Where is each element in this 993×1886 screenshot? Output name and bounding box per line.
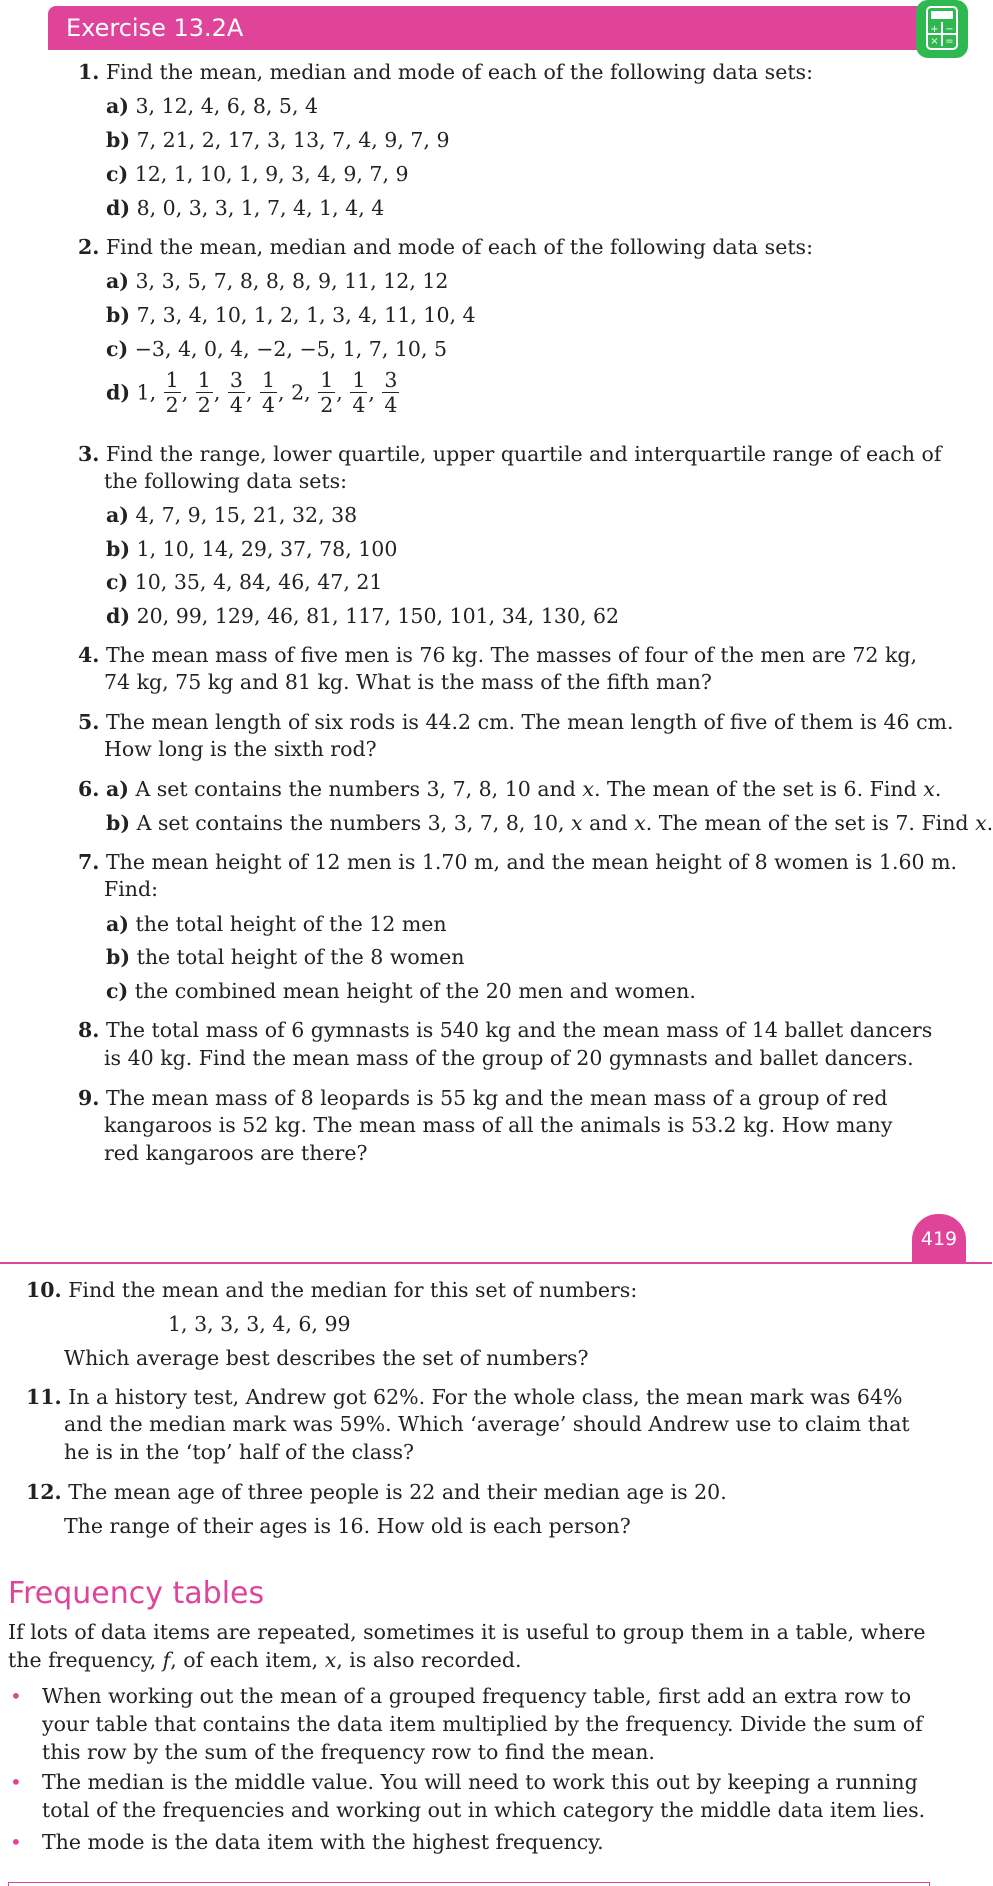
svg-text:×: × [930, 36, 939, 47]
q1-part-c: c) 12, 1, 10, 1, 9, 3, 4, 9, 7, 9 [106, 162, 409, 186]
q7-part-c: c) the combined mean height of the 20 men and women. [106, 979, 696, 1003]
q2-part-b: b) 7, 3, 4, 10, 1, 2, 1, 3, 4, 11, 10, 4 [106, 303, 476, 327]
page-number: 419 [912, 1214, 966, 1262]
q1-part-d: d) 8, 0, 3, 3, 1, 7, 4, 1, 4, 4 [106, 196, 385, 220]
question-4: 4. The mean mass of five men is 76 kg. The masses of four of the men are 72 kg, [78, 643, 918, 667]
section-title: Frequency tables [8, 1576, 265, 1611]
fraction: $\frac{1}{2}$ [320, 368, 334, 417]
bullet-mean: When working out the mean of a grouped frequency table, first add an extra row to your table that contains the data item multiplied by the frequency. Divide the sum of this row by the sum of the frequency row to find the mean. [42, 1684, 923, 1764]
question-9-line-3: red kangaroos are there? [104, 1141, 368, 1165]
bullet-marker: • [10, 1770, 22, 1794]
svg-text:−: − [945, 24, 954, 35]
question-10-data: 1, 3, 3, 3, 4, 6, 99 [168, 1312, 351, 1336]
q2-part-c: c) −3, 4, 0, 4, −2, −5, 1, 7, 10, 5 [106, 337, 448, 361]
fraction: $\frac{3}{4}$ [384, 368, 398, 417]
q1-part-a: a) 3, 12, 4, 6, 8, 5, 4 [106, 94, 319, 118]
question-12-line-2: The range of their ages is 16. How old is each person? [64, 1514, 631, 1538]
question-6-part-a: 6. a) A set contains the numbers 3, 7, 8, 10 and x. The mean of the set is 6. Find x. [78, 777, 942, 801]
section-intro: If lots of data items are repeated, sometimes it is useful to group them in a table, where the frequency, f, of each item, x, is also recorded. [8, 1620, 926, 1672]
question-9: 9. The mean mass of 8 leopards is 55 kg and the mean mass of a group of red [78, 1086, 888, 1110]
question-8-line-2: is 40 kg. Find the mean mass of the group of 20 gymnasts and ballet dancers. [104, 1046, 914, 1070]
question-9-line-2: kangaroos is 52 kg. The mean mass of all the animals is 53.2 kg. How many [104, 1113, 893, 1137]
bullet-marker: • [10, 1684, 22, 1708]
svg-text:=: = [945, 36, 954, 47]
page-divider [0, 1262, 992, 1264]
fraction: $\frac{1}{2}$ [165, 368, 179, 417]
q7-part-b: b) the total height of the 8 women [106, 945, 465, 969]
question-10: 10. Find the mean and the median for this set of numbers: [26, 1278, 638, 1302]
calculator-icon [926, 6, 958, 50]
question-7-line-2: Find: [104, 877, 159, 901]
q3-part-b: b) 1, 10, 14, 29, 37, 78, 100 [106, 537, 398, 561]
fraction: $\frac{1}{4}$ [262, 368, 276, 417]
q3-part-d: d) 20, 99, 129, 46, 81, 117, 150, 101, 34, 130, 62 [106, 604, 620, 628]
question-11: 11. In a history test, Andrew got 62%. For the whole class, the mean mark was 64% [26, 1385, 903, 1409]
question-10-followup: Which average best describes the set of numbers? [64, 1346, 589, 1370]
q3-part-a: a) 4, 7, 9, 15, 21, 32, 38 [106, 503, 358, 527]
q1-part-b: b) 7, 21, 2, 17, 3, 13, 7, 4, 9, 7, 9 [106, 128, 450, 152]
q3-part-c: c) 10, 35, 4, 84, 46, 47, 21 [106, 570, 383, 594]
question-4-line-2: 74 kg, 75 kg and 81 kg. What is the mass of the fifth man? [104, 670, 712, 694]
question-6-part-b: b) A set contains the numbers 3, 3, 7, 8, 10, x and x. The mean of the set is 7. Find x. [106, 811, 993, 835]
question-7: 7. The mean height of 12 men is 1.70 m, and the mean height of 8 women is 1.60 m. [78, 850, 958, 874]
box-top-border [8, 1882, 930, 1886]
question-3: 3. Find the range, lower quartile, upper quartile and interquartile range of each of [78, 442, 942, 466]
question-5-line-2: How long is the sixth rod? [104, 737, 377, 761]
exercise-title: Exercise 13.2A [66, 14, 244, 42]
fraction: $\frac{3}{4}$ [229, 368, 243, 417]
question-3-line-2: the following data sets: [104, 469, 348, 493]
fraction: $\frac{1}{4}$ [352, 368, 366, 417]
fraction: $\frac{1}{2}$ [197, 368, 211, 417]
exercise-header-bar [48, 6, 948, 50]
question-11-line-2: and the median mark was 59%. Which ‘average’ should Andrew use to claim that [64, 1412, 910, 1436]
q7-part-a: a) the total height of the 12 men [106, 912, 447, 936]
bullet-median: The median is the middle value. You will need to work this out by keeping a running total of the frequencies and working out in which category the middle data item lies. [42, 1770, 926, 1822]
calculator-badge [916, 0, 968, 58]
bullet-marker: • [10, 1830, 22, 1854]
svg-text:+: + [930, 24, 939, 35]
question-12: 12. The mean age of three people is 22 and their median age is 20. [26, 1480, 727, 1504]
question-1: 1. Find the mean, median and mode of each of the following data sets: [78, 60, 813, 84]
question-11-line-3: he is in the ‘top’ half of the class? [64, 1440, 414, 1464]
bullet-mode: The mode is the data item with the highest frequency. [42, 1830, 604, 1854]
question-2: 2. Find the mean, median and mode of each of the following data sets: [78, 235, 813, 259]
question-8: 8. The total mass of 6 gymnasts is 540 kg and the mean mass of 14 ballet dancers [78, 1018, 933, 1042]
question-5: 5. The mean length of six rods is 44.2 cm. The mean length of five of them is 46 cm. [78, 710, 954, 734]
q2-part-d: d) 1, $\frac{1}{2}$ , $\frac{1}{2}$ , $\frac{3}{4}$ , $\frac{1}{4}$ , 2, $\frac{1}{2}$ , $\frac{1}{4}$ , $\frac{3}{4}$ [106, 368, 398, 417]
q2-part-a: a) 3, 3, 5, 7, 8, 8, 8, 9, 11, 12, 12 [106, 269, 449, 293]
